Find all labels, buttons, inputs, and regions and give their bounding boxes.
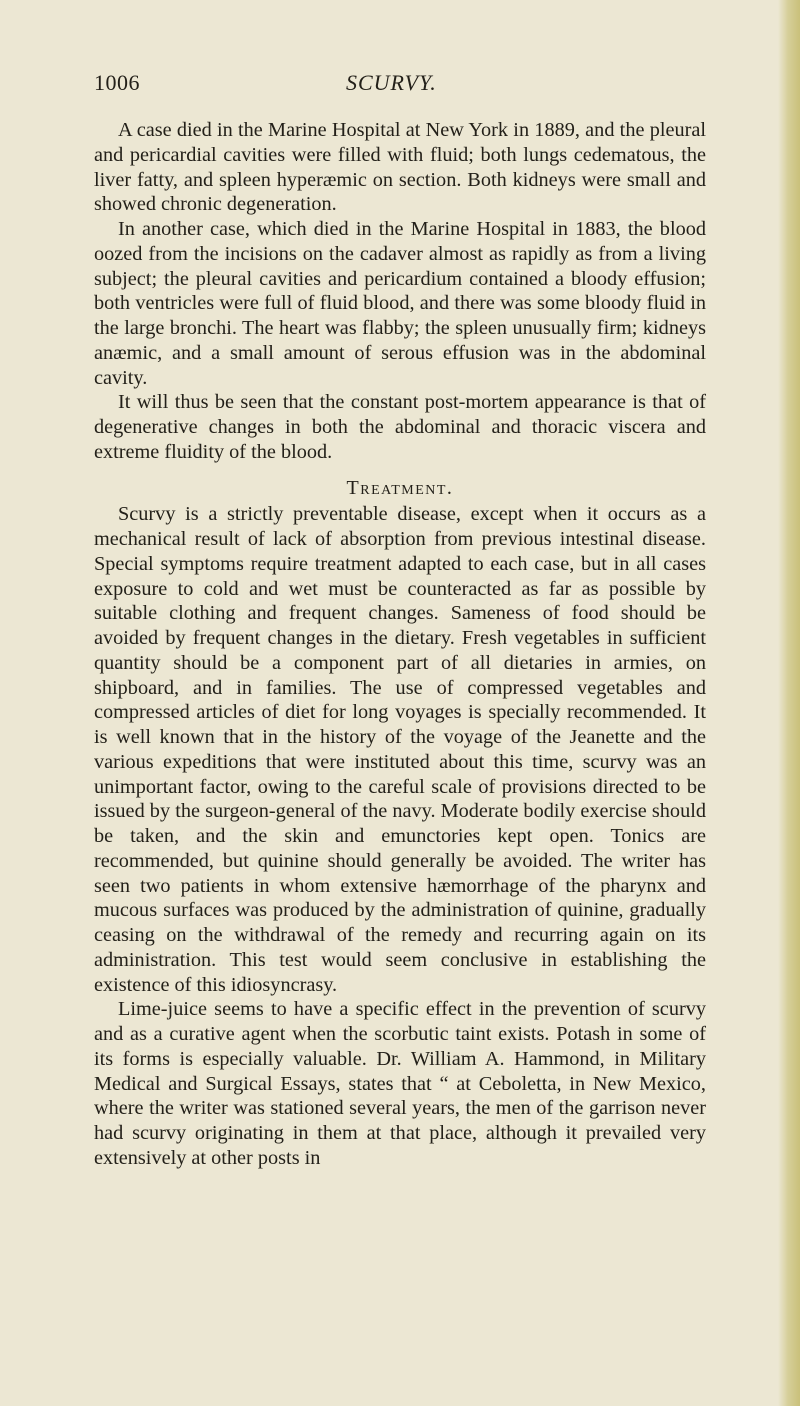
paragraph-marine-hospital-1889: A case died in the Marine Hospital at New York in 1889, and the pleural and pericardial cavities were filled with fluid; both lungs cedematous, the liver fatty, and spleen hyperæmic on section. Both kidneys were small and showed chronic degeneration. (94, 119, 706, 216)
paragraph-marine-hospital-1883: In another case, which died in the Marine Hospital in 1883, the blood oozed from the incisions on the cadaver almost as rapidly as from a living subject; the pleural cavities and pericardium contained a bloody effusion; both ventricles were full of fluid blood, and there was some bloody fluid in the large bronchi. The heart was flabby; the spleen unusually firm; kidneys anæmic, and a small amount of serous effusion was in the abdominal cavity. (94, 218, 706, 389)
page-edge-shading (778, 0, 800, 1406)
running-head (94, 70, 704, 104)
page-number: 1006 (94, 70, 140, 95)
paragraph-post-mortem-summary: It will thus be seen that the constant post-mortem appearance is that of degenerative changes in both the abdominal and thoracic viscera and extreme fluidity of the blood. (94, 391, 706, 463)
section-heading-treatment: Treatment. (346, 476, 454, 499)
running-title: SCURVY. (346, 70, 437, 95)
paragraph-lime-juice: Lime-juice seems to have a specific effect in the prevention of scurvy and as a curative agent when the scorbutic taint exists. Potash in some of its forms is especially valuable. Dr. William A. Hammond, in Military Medical and Surgical Essays, states that “ at Ceboletta, in New Mexico, where the writer was stationed several years, the men of the garrison never had scurvy originating in them at that place, although it prevailed very extensively at other posts in (94, 998, 706, 1169)
paragraph-treatment: Scurvy is a strictly preventable disease, except when it occurs as a mechanical result of lack of absorption from previous intestinal disease. Special symptoms require treatment adapted to each case, but in all cases exposure to cold and wet must be counteracted as far as possible by suitable clothing and frequent changes. Sameness of food should be avoided by frequent changes in the dietary. Fresh vegetables in sufficient quantity should be a component part of all dietaries in armies, on shipboard, and in families. The use of compressed vegetables and compressed articles of diet for long voyages is specially recommended. It is well known that in the history of the voyage of the Jeanette and the various expeditions that were instituted about this time, scurvy was an unimportant factor, owing to the careful scale of provisions directed to be issued by the surgeon-general of the navy. Moderate bodily exercise should be taken, and the skin and emunctories kept open. Tonics are recommended, but quinine should generally be avoided. The writer has seen two patients in whom extensive hæmorrhage of the pharynx and mucous surfaces was produced by the administration of quinine, gradually ceasing on the withdrawal of the remedy and recurring again on its administration. This test would seem conclusive in establishing the existence of this idiosyncrasy. (94, 503, 706, 996)
body-text (94, 118, 706, 1171)
